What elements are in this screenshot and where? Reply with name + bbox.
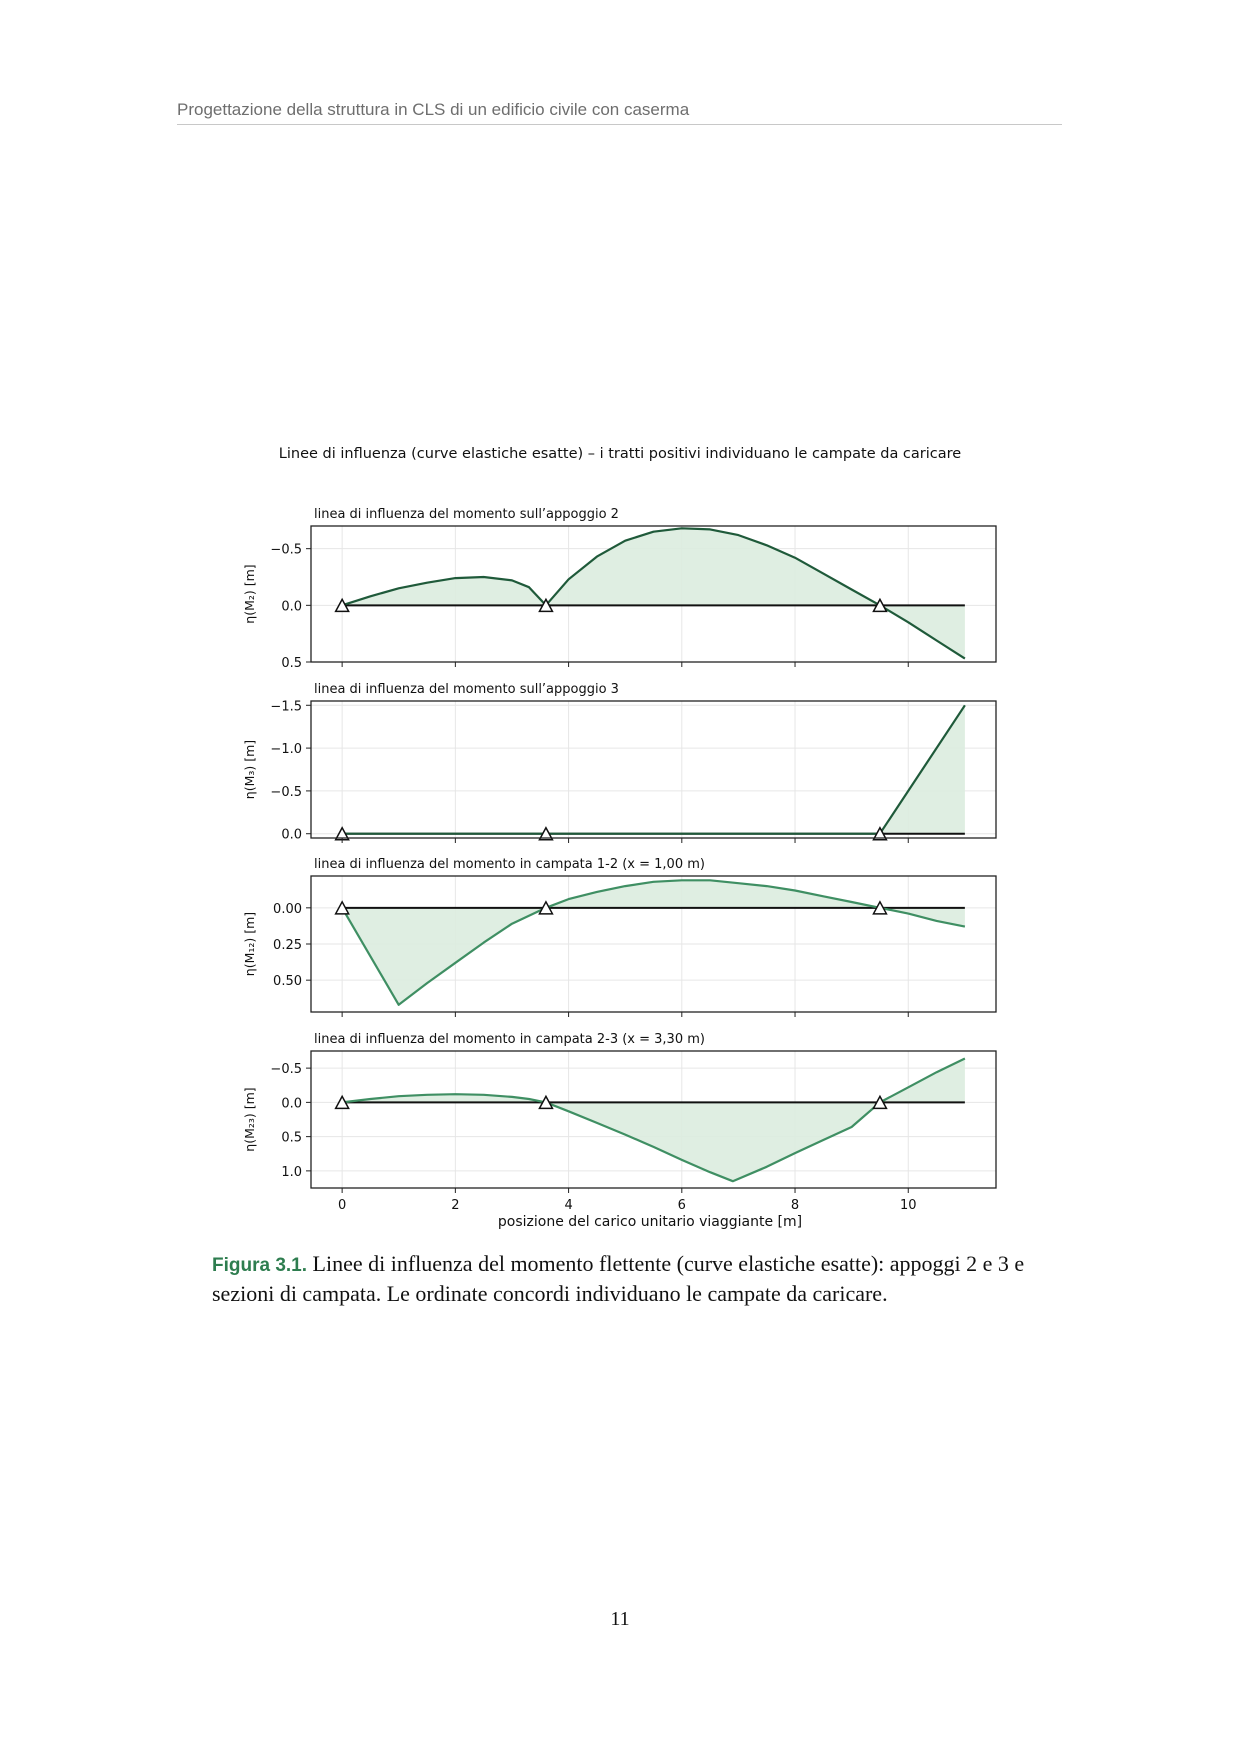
y-tick-label: −0.5 xyxy=(270,542,302,558)
y-tick-label: 0.50 xyxy=(273,974,302,990)
y-tick-label: 0.5 xyxy=(281,656,302,671)
panel-title: linea di influenza del momento sull’appoggio 2 xyxy=(314,507,619,522)
figure-caption xyxy=(212,1250,1042,1308)
chart-panel-2 xyxy=(242,682,996,843)
chart-panels xyxy=(242,507,996,1213)
chart-panel-1 xyxy=(242,507,996,671)
panel-title: linea di influenza del momento sull’appoggio 3 xyxy=(314,682,619,697)
x-tick-label: 0 xyxy=(337,1198,347,1213)
panel-title: linea di influenza del momento in campata 2-3 (x = 3,30 m) xyxy=(314,1032,705,1047)
y-tick-label: 0.5 xyxy=(281,1130,302,1146)
running-header: Progettazione della struttura in CLS di un edificio civile con caserma xyxy=(177,100,1062,125)
x-tick-label: 4 xyxy=(564,1198,573,1213)
x-tick-label: 8 xyxy=(790,1198,800,1213)
y-tick-label: −0.5 xyxy=(270,784,302,800)
caption-label: Figura 3.1. xyxy=(212,1255,308,1276)
y-tick-label: 0.00 xyxy=(273,901,302,917)
figure-suptitle: Linee di influenza (curve elastiche esatte) – i tratti positivi individuano le campate da caricare xyxy=(278,446,962,462)
y-tick-label: 0.25 xyxy=(273,938,302,953)
y-tick-label: −0.5 xyxy=(270,1062,302,1078)
y-tick-label: −1.0 xyxy=(270,742,302,758)
y-axis-label: η(M₂₃) [m] xyxy=(242,1087,257,1152)
x-tick-label: 2 xyxy=(451,1198,460,1213)
chart-panel-3 xyxy=(242,857,996,1017)
x-tick-label: 10 xyxy=(899,1198,917,1213)
x-axis-label: posizione del carico unitario viaggiante [m] xyxy=(497,1214,803,1230)
influence-area xyxy=(342,528,965,658)
y-tick-label: −1.5 xyxy=(270,699,302,715)
influence-area xyxy=(342,1059,965,1182)
page-number: 11 xyxy=(610,1608,630,1630)
y-tick-label: 0.0 xyxy=(281,827,302,843)
x-tick-label: 6 xyxy=(677,1198,686,1213)
influence-area xyxy=(342,705,965,833)
y-tick-label: 0.0 xyxy=(281,599,302,615)
influence-area xyxy=(342,880,965,1005)
y-tick-label: 0.0 xyxy=(281,1096,302,1112)
influence-line xyxy=(342,705,965,833)
chart-panel-4 xyxy=(242,1032,996,1213)
y-axis-label: η(M₃) [m] xyxy=(242,739,257,800)
y-axis-label: η(M₁₂) [m] xyxy=(242,911,257,977)
caption-text: Linee di influenza del momento flettente (curve elastiche esatte): appoggi 2 e 3 e sezioni di campata. Le ordinate concordi individuano le campate da caricare. xyxy=(212,1251,1025,1306)
y-axis-label: η(M₂) [m] xyxy=(242,564,257,624)
panel-title: linea di influenza del momento in campata 1-2 (x = 1,00 m) xyxy=(314,857,705,872)
y-tick-label: 1.0 xyxy=(281,1164,302,1180)
